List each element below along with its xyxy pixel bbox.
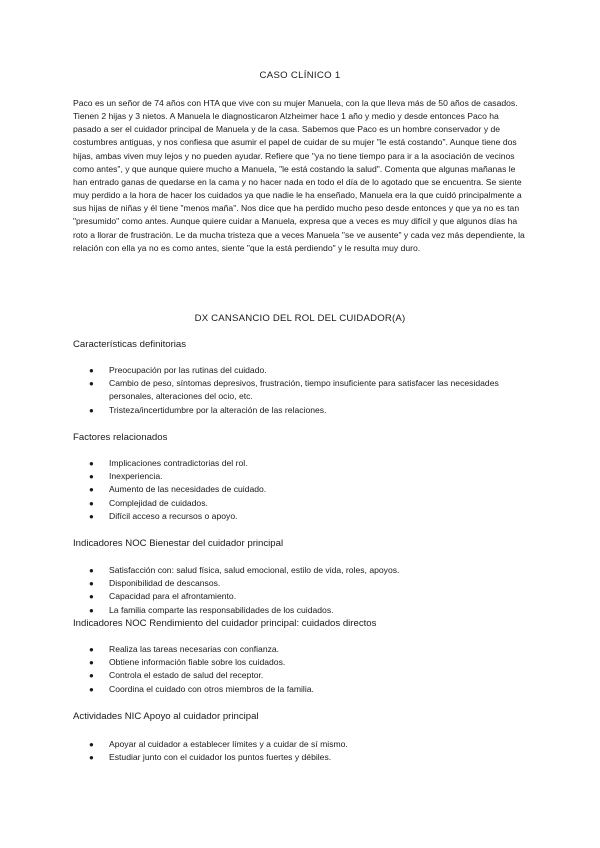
bullet-icon: ● bbox=[89, 379, 94, 389]
section-heading-noc-rendimiento: Indicadores NOC Rendimiento del cuidador principal: cuidados directos bbox=[73, 618, 377, 629]
bullet-icon: ● bbox=[89, 753, 94, 763]
list-item: ● Preocupación por las rutinas del cuidado. bbox=[0, 364, 525, 377]
diagnosis-heading: DX CANSANCIO DEL ROL DEL CUIDADOR(A) bbox=[194, 313, 406, 324]
list-item: ● Controla el estado de salud del receptor. bbox=[0, 669, 525, 682]
bullet-icon: ● bbox=[89, 405, 94, 415]
bullet-icon: ● bbox=[89, 592, 94, 602]
bullet-icon: ● bbox=[89, 511, 94, 521]
case-narrative: Paco es un señor de 74 años con HTA que vive con su mujer Manuela, con la que lleva más de 50 años de casados. Tienen 2 hijas y 3 nietos. A Manuela le diagnosticaron Alzheimer hace 1 año y medio y desde entonces Paco ha pasado a ser el cuidador principal de Manuela y de la casa. Sabemos que Paco es un hombre conservador y de costumbres antiguas, y nos confiesa que asumir el papel de cuidar de su mujer "le está costando". Aunque tiene dos hijas, ambas viven muy lejos y no pueden ayudar. Refiere que "ya no tiene tiempo para ir a la asociación de vecinos como antes", y que aunque quiere mucho a Manuela, "le está costando la salud". Comenta que algunas mañanas le han entrado ganas de quedarse en la cama y no hacer nada en todo el día de lo agotado que se encuentra. Se siente muy perdido a la hora de hacer los cuidados ya que nadie le ha enseñado, Manuela era la que cuidó principalmente a sus hijas de niñas y él tiene "menos maña". Nos dice que ha perdido mucho peso desde entonces y que ya no es tan "presumido" como antes. Aunque quiere cuidar a Manuela, expresa que a veces es muy difícil y que algunos días ha roto a llorar de frustración. Le da mucha tristeza que a veces Manuela "se ve ausente" y cada vez más dependiente, la relación con ella ya no es como antes, siente "que la está perdiendo" y le resulta muy duro. bbox=[73, 98, 525, 253]
bullet-list-factores bbox=[0, 457, 525, 523]
bullet-list-nic-apoyo bbox=[0, 738, 525, 764]
section-heading-caracteristicas: Características definitorias bbox=[73, 339, 187, 350]
list-item: ● Apoyar al cuidador a establecer límites y a cuidar de sí mismo. bbox=[0, 738, 525, 751]
list-item: ● La familia comparte las responsabilidades de los cuidados. bbox=[0, 604, 525, 617]
list-item: ● Cambio de peso, síntomas depresivos, frustración, tiempo insuficiente para satisfacer las necesidades personales, alteraciones del ocio, etc. bbox=[89, 378, 499, 402]
list-item: ● Inexperiencia. bbox=[0, 470, 525, 483]
list-item: ● Tristeza/incertidumbre por la alteración de las relaciones. bbox=[0, 404, 525, 417]
bullet-icon: ● bbox=[89, 566, 94, 575]
bullet-icon: ● bbox=[89, 740, 94, 749]
bullet-icon: ● bbox=[89, 485, 94, 495]
list-item: ● Satisfacción con: salud física, salud emocional, estilo de vida, roles, apoyos. bbox=[0, 564, 525, 577]
bullet-list-noc-bienestar bbox=[0, 564, 525, 617]
list-item: ● Difícil acceso a recursos o apoyo. bbox=[0, 510, 525, 523]
bullet-icon: ● bbox=[89, 498, 94, 508]
bullet-icon: ● bbox=[89, 605, 94, 615]
bullet-icon: ● bbox=[89, 459, 94, 468]
bullet-icon: ● bbox=[89, 472, 94, 482]
list-item: ● Realiza las tareas necesarias con confianza. bbox=[0, 643, 525, 656]
section-heading-factores: Factores relacionados bbox=[73, 432, 168, 443]
list-item: ● Disponibilidad de descansos. bbox=[0, 577, 525, 590]
list-item: ● Aumento de las necesidades de cuidado. bbox=[0, 483, 525, 496]
list-item: ● Obtiene información fiable sobre los cuidados. bbox=[0, 656, 525, 669]
bullet-list-caracteristicas bbox=[0, 364, 525, 417]
bullet-icon: ● bbox=[89, 658, 94, 668]
bullet-list-noc-rendimiento bbox=[0, 643, 525, 696]
section-heading-noc-bienestar: Indicadores NOC Bienestar del cuidador principal bbox=[73, 538, 284, 549]
list-item: ● Coordina el cuidado con otros miembros de la familia. bbox=[0, 683, 525, 696]
bullet-icon: ● bbox=[89, 366, 94, 375]
list-item: ● Implicaciones contradictorias del rol. bbox=[0, 457, 525, 470]
bullet-icon: ● bbox=[89, 579, 94, 589]
list-item: ● Complejidad de cuidados. bbox=[0, 497, 525, 510]
list-item: ● Capacidad para el afrontamiento. bbox=[0, 590, 525, 603]
page-title: CASO CLÍNICO 1 bbox=[259, 70, 341, 81]
bullet-icon: ● bbox=[89, 645, 94, 654]
list-item: ● Estudiar junto con el cuidador los puntos fuertes y débiles. bbox=[0, 751, 525, 764]
section-heading-nic-apoyo: Actividades NIC Apoyo al cuidador principal bbox=[73, 711, 259, 722]
bullet-icon: ● bbox=[89, 684, 94, 694]
bullet-icon: ● bbox=[89, 671, 94, 681]
